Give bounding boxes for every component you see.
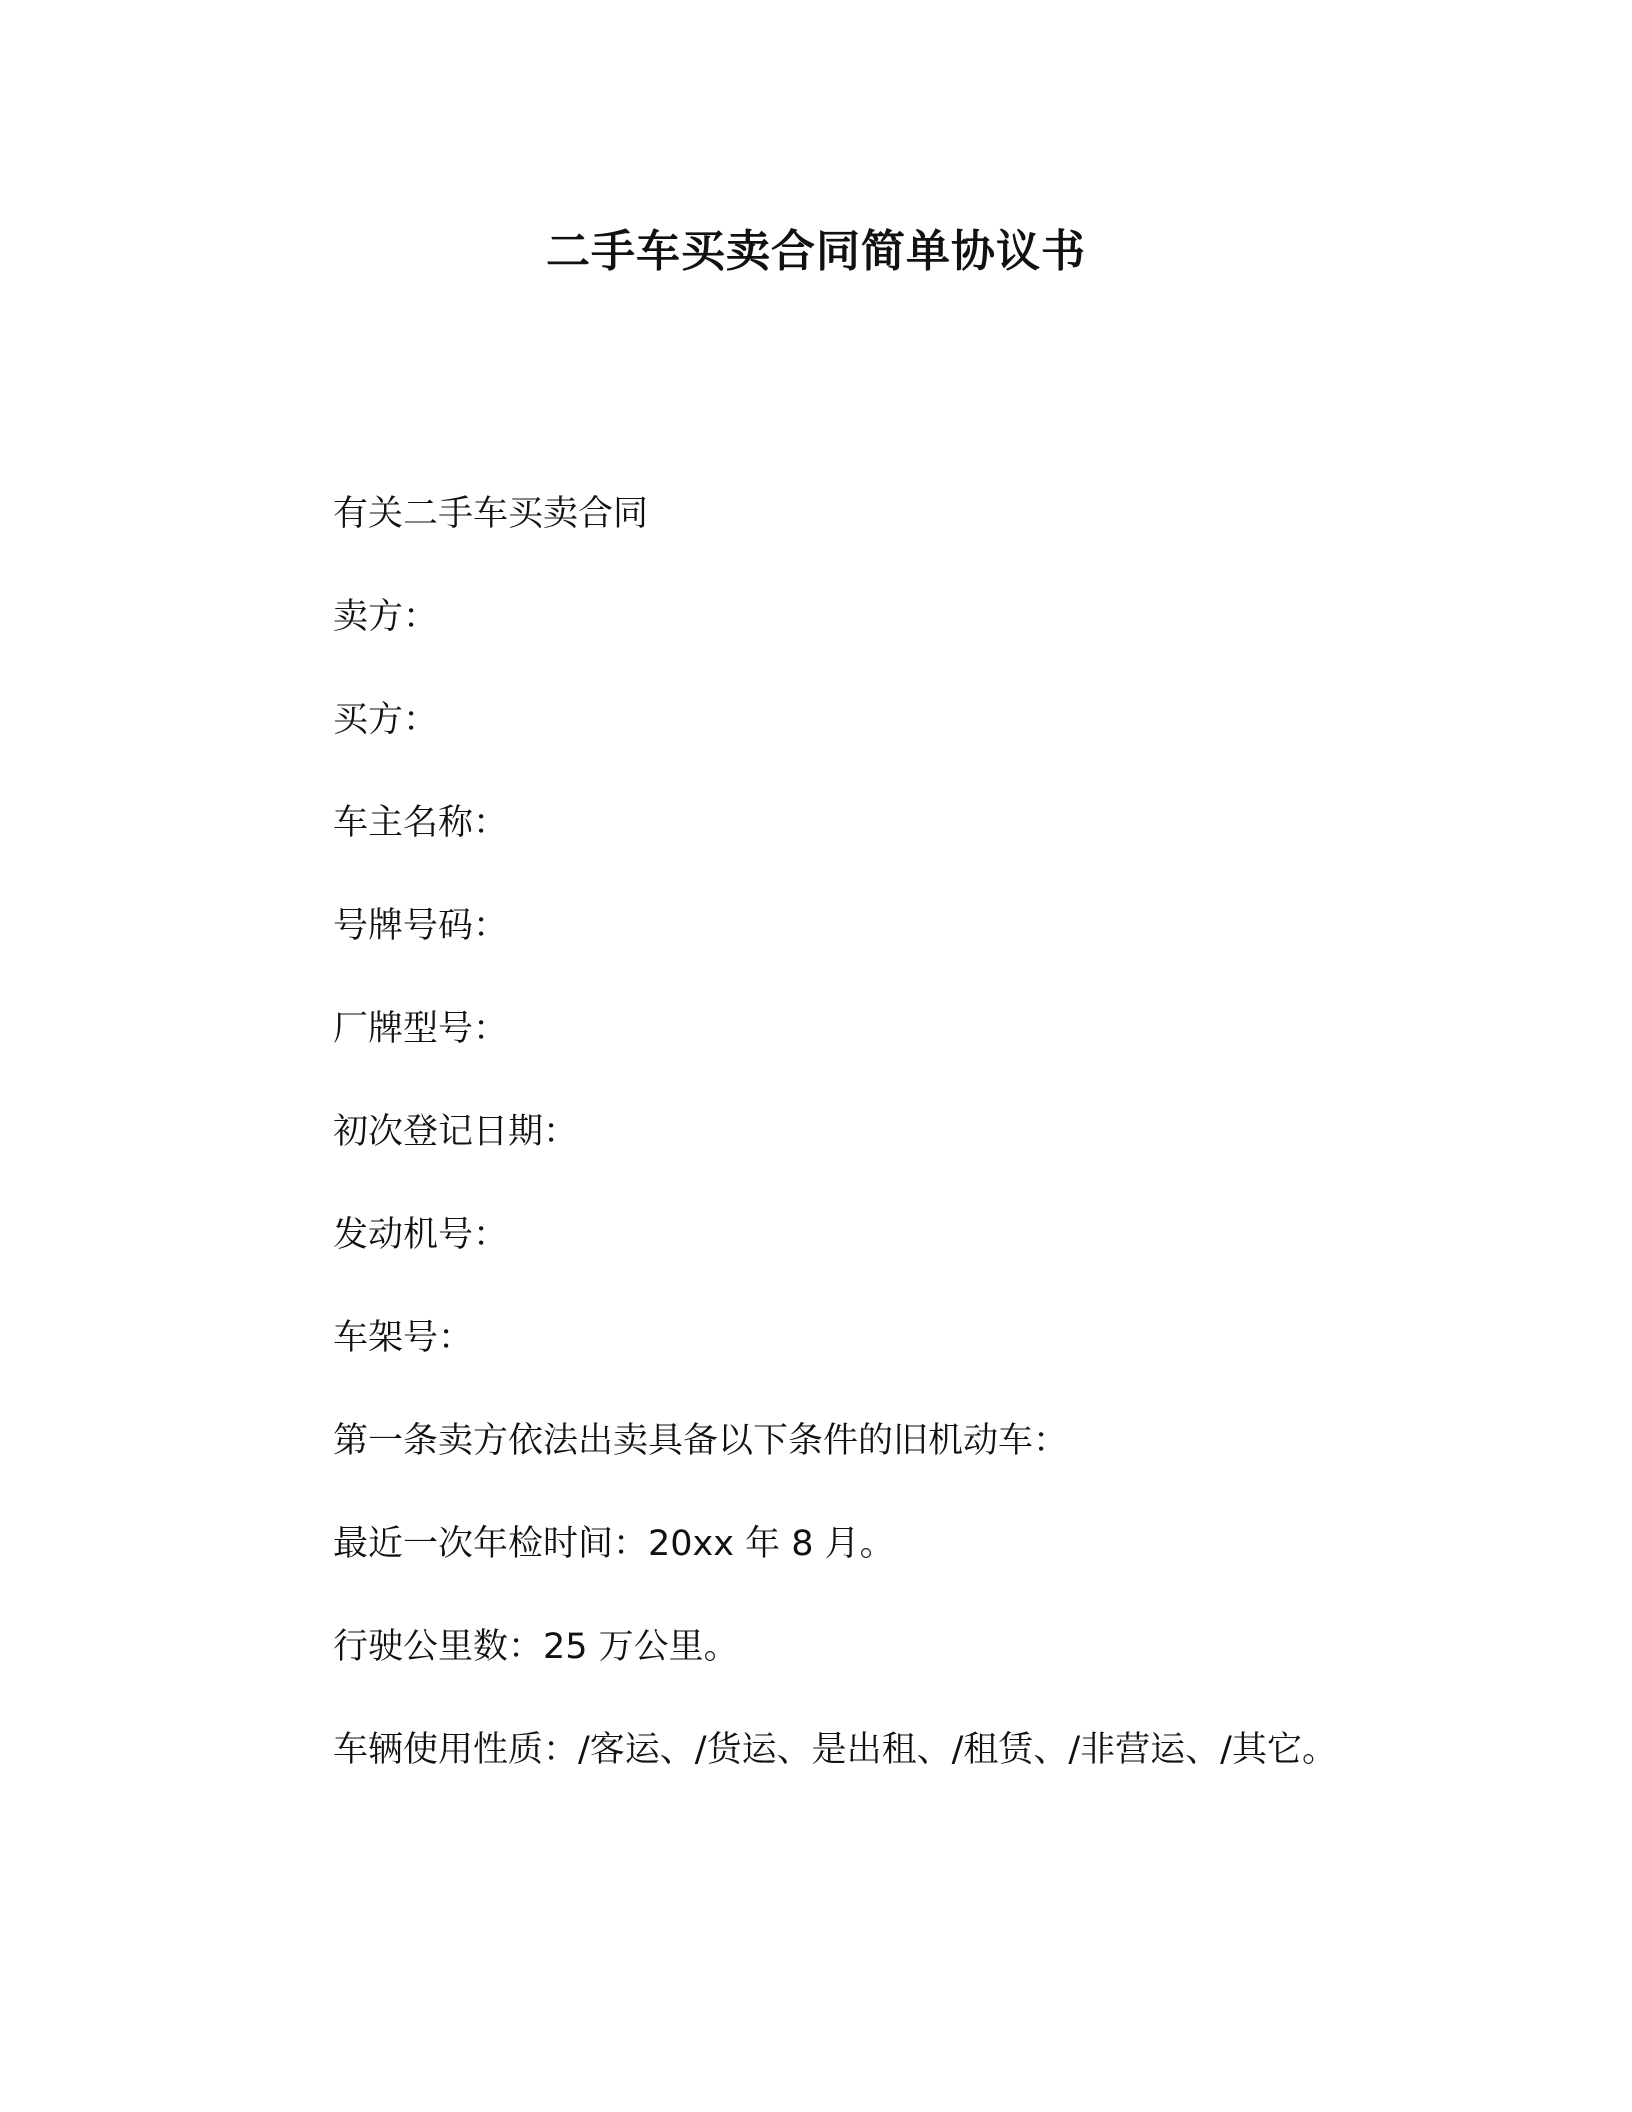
buyer-field-line: 买方：: [333, 700, 439, 740]
last-inspection-line: 最近一次年检时间：20xx 年 8 月。: [333, 1524, 895, 1564]
brand-model-field-line: 厂牌型号：: [333, 1009, 509, 1049]
vehicle-usage-line: 车辆使用性质：/客运、/货运、是出租、/租赁、/非营运、/其它。: [333, 1730, 1337, 1770]
first-registration-date-field-line: 初次登记日期：: [333, 1112, 579, 1152]
seller-field-line: 卖方：: [333, 597, 439, 637]
engine-number-field-line: 发动机号：: [333, 1215, 509, 1255]
document-body: [333, 490, 1513, 1829]
owner-name-field-line: 车主名称：: [333, 803, 509, 843]
frame-number-field-line: 车架号：: [333, 1318, 474, 1358]
plate-number-field-line: 号牌号码：: [333, 906, 509, 946]
document-title: 二手车买卖合同简单协议书: [546, 226, 1086, 277]
article-one-line: 第一条卖方依法出卖具备以下条件的旧机动车：: [333, 1421, 1069, 1461]
mileage-line: 行驶公里数：25 万公里。: [333, 1627, 739, 1667]
contract-heading-line: 有关二手车买卖合同: [333, 494, 649, 534]
